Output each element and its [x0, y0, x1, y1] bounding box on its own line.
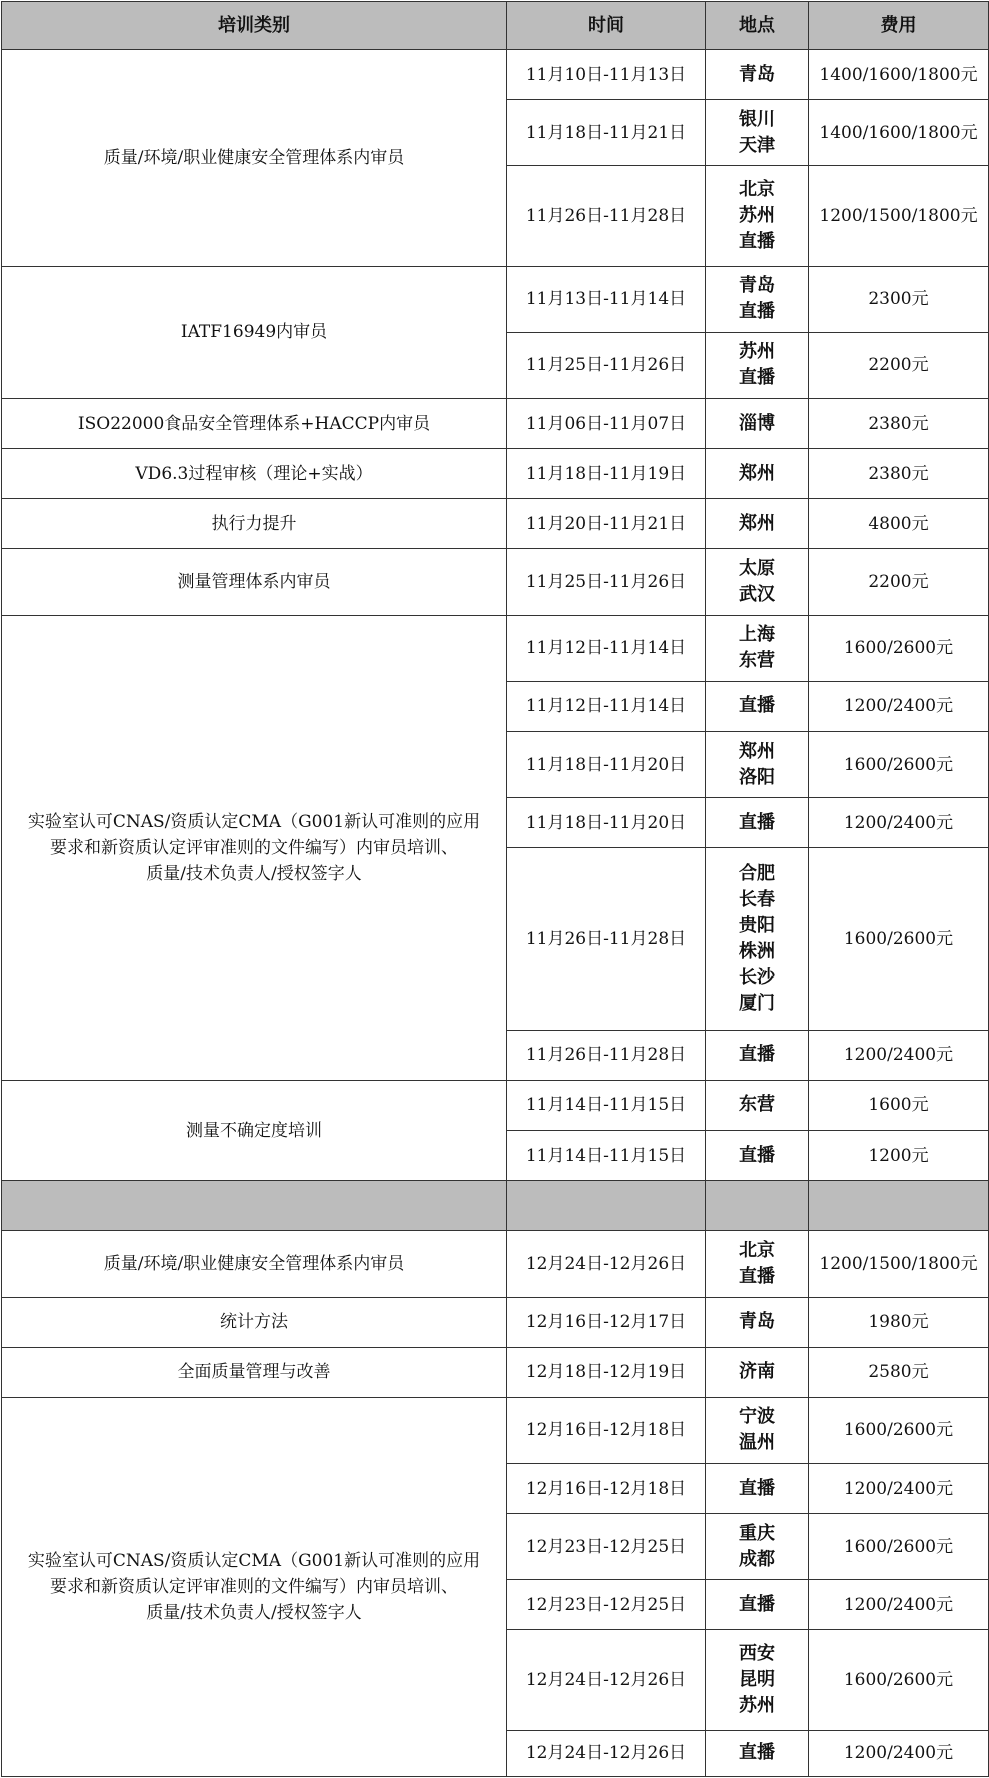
session-time-cell: 12月16日-12月18日: [507, 1397, 706, 1463]
session-time-cell: 11月14日-11月15日: [507, 1131, 706, 1181]
training-category-line: VD6.3过程审核（理论+实战）: [135, 463, 373, 484]
location-name: 重庆: [739, 1522, 775, 1544]
session-fee-cell: 1400/1600/1800元: [809, 50, 989, 100]
training-category-cell: [2, 1347, 507, 1397]
divider-cell: [706, 1181, 809, 1231]
session-time-cell: 11月18日-11月21日: [507, 100, 706, 166]
session-fee-cell: 1600元: [809, 1080, 989, 1130]
schedule-body: [2, 50, 989, 1777]
location-name: 淄博: [739, 412, 775, 434]
session-time-cell: 11月25日-11月26日: [507, 332, 706, 398]
session-fee-cell: 2200元: [809, 549, 989, 615]
session-location-cell: [706, 1514, 809, 1580]
session-location-cell: [706, 449, 809, 499]
session-fee-cell: 2300元: [809, 266, 989, 332]
session-time-cell: 11月12日-11月14日: [507, 681, 706, 731]
location-name: 郑州: [739, 462, 775, 484]
training-category-cell: [2, 449, 507, 499]
session-location-cell: [706, 1630, 809, 1730]
session-fee-cell: 1200/2400元: [809, 1030, 989, 1080]
location-name: 长春: [739, 889, 775, 910]
table-row: [2, 1347, 989, 1397]
training-category-line: 实验室认可CNAS/资质认定CMA（G001新认可准则的应用: [27, 1550, 481, 1571]
table-row: [2, 615, 989, 681]
session-fee-cell: 1600/2600元: [809, 731, 989, 797]
location-name: 青岛: [739, 1311, 775, 1333]
location-name: 直播: [739, 1593, 775, 1615]
session-location-cell: [706, 499, 809, 549]
session-time-cell: 11月18日-11月19日: [507, 449, 706, 499]
session-time-cell: 11月12日-11月14日: [507, 615, 706, 681]
location-name: 郑州: [739, 512, 775, 534]
location-name: 济南: [739, 1361, 775, 1383]
session-location-cell: [706, 1397, 809, 1463]
session-time-cell: 11月14日-11月15日: [507, 1080, 706, 1130]
location-name: 东营: [739, 1094, 775, 1116]
training-category-line: 执行力提升: [211, 513, 297, 534]
table-row: [2, 266, 989, 332]
session-fee-cell: 2380元: [809, 398, 989, 448]
table-row: [2, 1297, 989, 1347]
location-name: 西安: [739, 1643, 775, 1665]
training-category-line: 质量/环境/职业健康安全管理体系内审员: [103, 1253, 405, 1274]
section-divider-row: [2, 1181, 989, 1231]
session-fee-cell: 2580元: [809, 1347, 989, 1397]
training-category-line: 全面质量管理与改善: [177, 1362, 331, 1383]
session-fee-cell: 1200元: [809, 1131, 989, 1181]
location-name: 温州: [739, 1432, 775, 1454]
training-category-line: 测量管理体系内审员: [177, 572, 331, 592]
location-name: 郑州: [739, 740, 775, 762]
training-category-line: 实验室认可CNAS/资质认定CMA（G001新认可准则的应用: [27, 811, 481, 832]
header-category: 培训类别: [2, 2, 507, 50]
session-time-cell: 11月10日-11月13日: [507, 50, 706, 100]
session-location-cell: [706, 681, 809, 731]
training-category-line: 质量/环境/职业健康安全管理体系内审员: [103, 147, 405, 168]
session-time-cell: 11月06日-11月07日: [507, 398, 706, 448]
session-time-cell: 12月24日-12月26日: [507, 1730, 706, 1776]
session-time-cell: 12月18日-12月19日: [507, 1347, 706, 1397]
table-row: [2, 398, 989, 448]
header-fee: 费用: [809, 2, 989, 50]
session-location-cell: [706, 1580, 809, 1630]
session-fee-cell: 1600/2600元: [809, 1397, 989, 1463]
session-time-cell: 12月16日-12月17日: [507, 1297, 706, 1347]
session-location-cell: [706, 798, 809, 848]
table-row: [2, 1080, 989, 1130]
training-category-cell: [2, 266, 507, 398]
session-time-cell: 12月16日-12月18日: [507, 1463, 706, 1513]
session-location-cell: [706, 549, 809, 615]
training-category-line: 质量/技术负责人/授权签字人: [146, 863, 362, 884]
header-row: [2, 2, 989, 50]
location-name: 太原: [739, 558, 775, 579]
location-name: 直播: [739, 1144, 775, 1166]
session-fee-cell: 1600/2600元: [809, 1630, 989, 1730]
location-name: 银川: [739, 108, 775, 130]
session-time-cell: 11月25日-11月26日: [507, 549, 706, 615]
session-location-cell: [706, 615, 809, 681]
session-time-cell: 11月18日-11月20日: [507, 731, 706, 797]
session-fee-cell: 1200/2400元: [809, 1730, 989, 1776]
session-fee-cell: 4800元: [809, 499, 989, 549]
training-category-line: IATF16949内审员: [180, 322, 328, 343]
location-name: 北京: [739, 178, 775, 200]
divider-cell: [2, 1181, 507, 1231]
location-name: 苏州: [739, 341, 775, 363]
training-category-cell: [2, 398, 507, 448]
session-time-cell: 11月26日-11月28日: [507, 1030, 706, 1080]
table-row: [2, 549, 989, 615]
location-name: 直播: [739, 367, 775, 389]
session-time-cell: 11月13日-11月14日: [507, 266, 706, 332]
session-location-cell: [706, 50, 809, 100]
session-time-cell: 12月24日-12月26日: [507, 1630, 706, 1730]
location-name: 直播: [739, 695, 775, 717]
table-row: [2, 1397, 989, 1463]
session-location-cell: [706, 848, 809, 1031]
session-location-cell: [706, 1297, 809, 1347]
training-schedule-table: [1, 1, 989, 1777]
location-name: 厦门: [739, 993, 775, 1014]
header-location: 地点: [706, 2, 809, 50]
training-category-cell: [2, 1080, 507, 1180]
session-location-cell: [706, 398, 809, 448]
session-location-cell: [706, 1080, 809, 1130]
training-category-line: 测量不确定度培训: [186, 1120, 322, 1141]
session-location-cell: [706, 1730, 809, 1776]
session-location-cell: [706, 1347, 809, 1397]
location-name: 长沙: [739, 967, 775, 988]
session-time-cell: 11月26日-11月28日: [507, 166, 706, 266]
location-name: 宁波: [739, 1406, 775, 1428]
session-time-cell: 11月26日-11月28日: [507, 848, 706, 1031]
training-category-cell: [2, 1297, 507, 1347]
location-name: 苏州: [739, 204, 775, 226]
session-time-cell: 12月23日-12月25日: [507, 1580, 706, 1630]
session-fee-cell: 1600/2600元: [809, 615, 989, 681]
session-fee-cell: 1200/1500/1800元: [809, 1231, 989, 1297]
session-time-cell: 11月20日-11月21日: [507, 499, 706, 549]
training-category-line: ISO22000食品安全管理体系+HACCP内审员: [77, 413, 431, 434]
location-name: 青岛: [739, 63, 775, 85]
session-location-cell: [706, 332, 809, 398]
location-name: 直播: [739, 1742, 775, 1764]
table-row: [2, 50, 989, 100]
training-category-cell: [2, 615, 507, 1080]
location-name: 北京: [739, 1239, 775, 1261]
location-name: 直播: [739, 811, 775, 833]
session-location-cell: [706, 100, 809, 166]
session-location-cell: [706, 731, 809, 797]
session-time-cell: 11月18日-11月20日: [507, 798, 706, 848]
session-location-cell: [706, 1030, 809, 1080]
location-name: 成都: [739, 1548, 775, 1570]
session-fee-cell: 2200元: [809, 332, 989, 398]
session-time-cell: 12月23日-12月25日: [507, 1514, 706, 1580]
session-location-cell: [706, 1463, 809, 1513]
location-name: 直播: [739, 301, 775, 323]
training-category-cell: [2, 1231, 507, 1297]
location-name: 上海: [739, 624, 775, 646]
session-fee-cell: 1400/1600/1800元: [809, 100, 989, 166]
location-name: 直播: [739, 1477, 775, 1499]
location-name: 青岛: [739, 275, 775, 297]
training-category-cell: [2, 50, 507, 267]
location-name: 武汉: [739, 584, 775, 605]
session-location-cell: [706, 166, 809, 266]
divider-cell: [809, 1181, 989, 1231]
session-location-cell: [706, 1231, 809, 1297]
location-name: 株洲: [739, 941, 775, 962]
divider-cell: [507, 1181, 706, 1231]
location-name: 苏州: [739, 1695, 775, 1717]
session-fee-cell: 1600/2600元: [809, 1514, 989, 1580]
training-category-line: 要求和新资质认定评审准则的文件编写）内审员培训、: [50, 837, 458, 858]
table-row: [2, 1231, 989, 1297]
location-name: 洛阳: [739, 766, 775, 788]
location-name: 直播: [739, 1265, 775, 1287]
session-fee-cell: 1200/2400元: [809, 1463, 989, 1513]
session-fee-cell: 1200/1500/1800元: [809, 166, 989, 266]
session-location-cell: [706, 266, 809, 332]
training-category-line: 质量/技术负责人/授权签字人: [146, 1602, 362, 1623]
session-fee-cell: 1200/2400元: [809, 1580, 989, 1630]
session-fee-cell: 1200/2400元: [809, 798, 989, 848]
training-category-line: 统计方法: [220, 1312, 288, 1333]
training-category-line: 要求和新资质认定评审准则的文件编写）内审员培训、: [50, 1576, 458, 1597]
location-name: 贵阳: [739, 915, 775, 936]
session-time-cell: 12月24日-12月26日: [507, 1231, 706, 1297]
training-category-cell: [2, 1397, 507, 1776]
header-time: 时间: [507, 2, 706, 50]
location-name: 直播: [739, 230, 775, 252]
session-location-cell: [706, 1131, 809, 1181]
table-row: [2, 449, 989, 499]
session-fee-cell: 1200/2400元: [809, 681, 989, 731]
session-fee-cell: 2380元: [809, 449, 989, 499]
location-name: 合肥: [739, 863, 775, 884]
location-name: 天津: [739, 134, 775, 156]
location-name: 昆明: [739, 1669, 775, 1691]
location-name: 东营: [739, 650, 775, 672]
session-fee-cell: 1980元: [809, 1297, 989, 1347]
training-category-cell: [2, 499, 507, 549]
location-name: 直播: [739, 1044, 775, 1066]
table-row: [2, 499, 989, 549]
session-fee-cell: 1600/2600元: [809, 848, 989, 1031]
training-category-cell: [2, 549, 507, 615]
